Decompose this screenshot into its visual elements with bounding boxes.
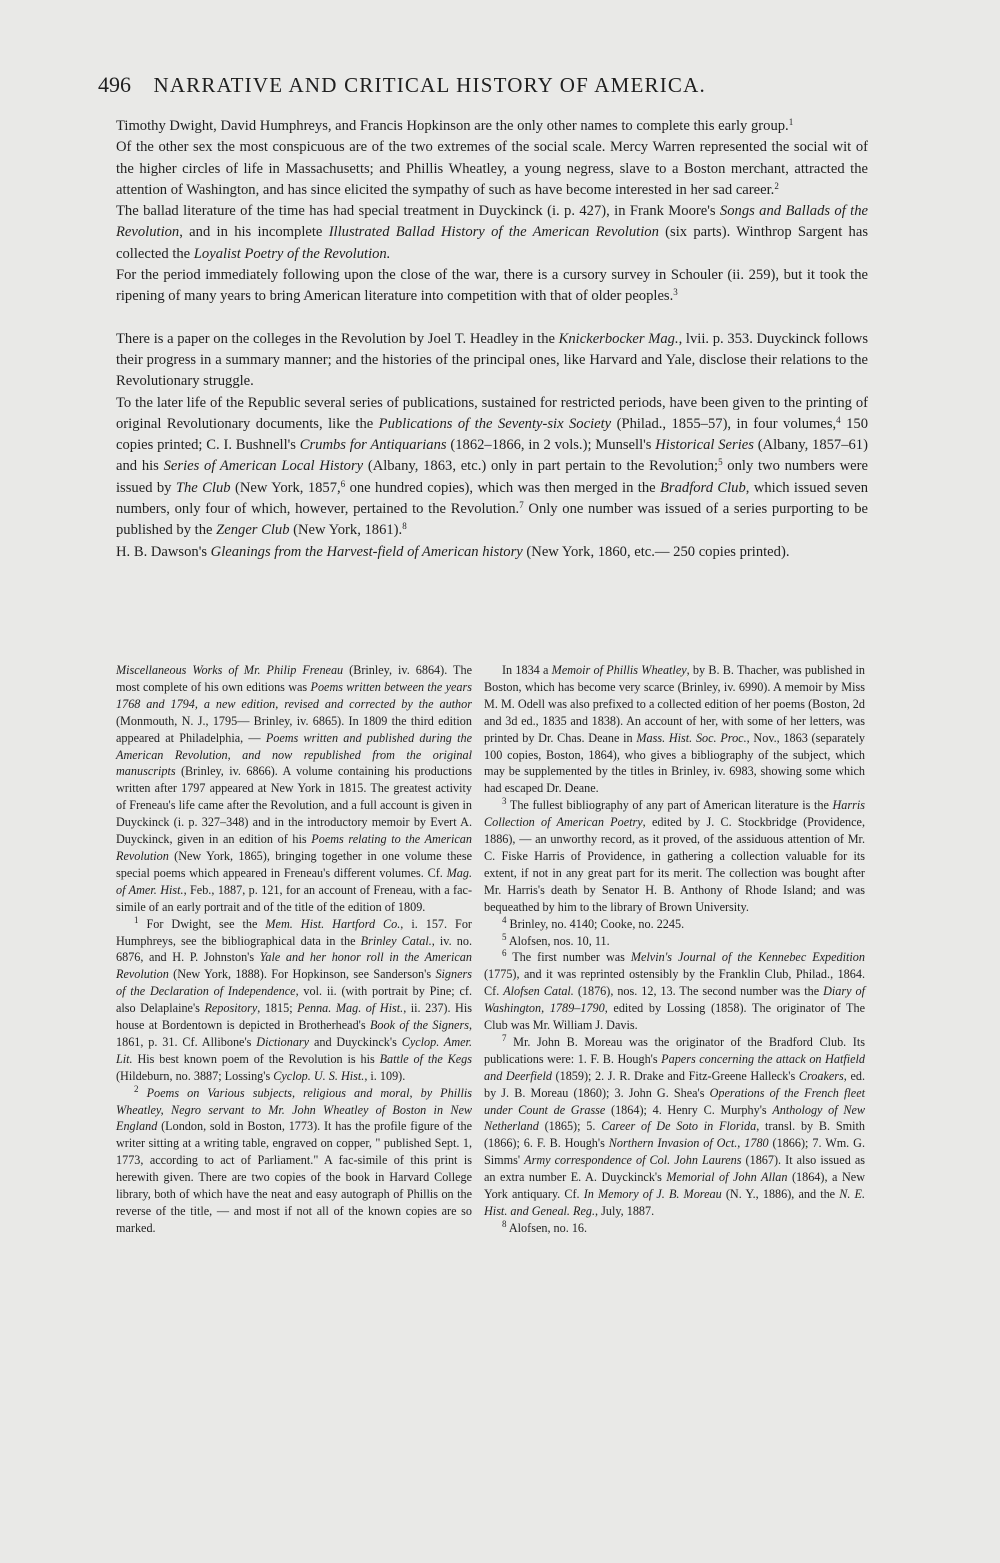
text-run: (1876), nos. 12, 13. The second number was the: [573, 984, 824, 999]
footnote-marker: 2: [774, 180, 779, 191]
footnote-marker: 6: [502, 948, 507, 959]
italic-title: Croakers: [798, 1068, 844, 1083]
text-run: (Brinley, iv. 6864). The most complete of his own editions was: [116, 663, 472, 694]
paragraph-6: [116, 393, 868, 542]
paragraph-5: [116, 329, 868, 393]
footnote-6: [484, 949, 865, 1034]
text-run: The fullest bibliography of any part of American literature is the: [506, 798, 833, 813]
footnote-marker: 7: [519, 500, 524, 511]
italic-title: Mem. Hist. Hartford Co.: [265, 916, 401, 931]
text-run: To the later life of the Republic several series of publications, sustained for restricted periods, have been given to the printing of original Revolutionary documents, like the: [116, 394, 868, 432]
italic-title: Poems relating to the American Revolution: [116, 832, 472, 863]
paragraph-7: [116, 542, 868, 563]
text-run: The first number was: [506, 950, 631, 965]
italic-title: Poems on Various subjects, religious and moral, by Phillis Wheatley, Negro servant to Mr. John Wheatley of Boston in New England: [116, 1085, 472, 1134]
italic-title: Gleanings from the Harvest-field of American history: [210, 543, 523, 560]
text-run: (Brinley, iv. 6866). A volume containing his productions written after 1797 appeared at New York in 1815. The greatest activity of Freneau's life came after the Revolution, and a full account is given in Duyckinck (i. p. 327–348) and in the introductory memoir by Evert A. Duyckinck, given in an edition of his: [116, 764, 472, 847]
text-run: Brinley, no. 4140; Cooke, no. 2245.: [506, 916, 685, 931]
italic-title: Historical Series: [655, 437, 754, 454]
running-header: [98, 72, 888, 98]
text-run: , i. 109).: [364, 1068, 406, 1083]
footnote-2-continuation: [484, 662, 865, 797]
italic-title: Series of American Local History: [163, 458, 364, 475]
italic-title: Memoir of Phillis Wheatley: [551, 663, 687, 677]
text-run: (1775), and it was reprinted ostensibly by the Franklin Club, Philad., 1864. Cf.: [484, 967, 865, 999]
text-run: (1862–1866, in 2 vols.); Munsell's: [446, 437, 656, 454]
main-text: [116, 116, 868, 563]
italic-title: Miscellaneous Works of Mr. Philip Freneau: [116, 663, 344, 677]
footnote-marker: 2: [134, 1083, 139, 1094]
text-run: Timothy Dwight, David Humphreys, and Francis Hopkinson are the only other names to complete this early group.: [116, 118, 789, 134]
text-run: , transl. by B. Smith (1866); 6. F. B. Hough's: [484, 1119, 865, 1151]
text-run: The ballad literature of the time has had special treatment in Duyckinck (i. p. 427), in Frank Moore's: [116, 203, 720, 220]
italic-title: Anthology of New Netherland: [484, 1102, 865, 1134]
text-run: (New York, 1861).: [289, 522, 403, 539]
text-run: (Monmouth, N. J., 1795— Brinley, iv. 6865). In 1809 the third edition appeared at Philadelphia, —: [116, 713, 472, 745]
paragraph-gap: [116, 308, 868, 329]
footnote-marker: 8: [502, 1218, 507, 1229]
text-run: (Albany, 1863, etc.) only in part pertain to the Revolution;: [363, 458, 719, 475]
footnote-marker: 1: [134, 914, 139, 925]
text-run: , lvii. p. 353. Duyckinck follows their progress in a summary manner; and the histories of the principal ones, like Harvard and Yale, disclose their relations to the Revolutionary struggle.: [116, 330, 868, 390]
footnote-marker: 3: [673, 287, 678, 298]
footnote-2: [116, 1085, 472, 1237]
footnote-marker: 7: [502, 1032, 507, 1043]
text-run: (1867). It also issued as an extra number E. A. Duyckinck's: [484, 1153, 865, 1185]
italic-title: N. E. Hist. and Geneal. Reg.: [484, 1187, 866, 1218]
italic-title: Cyclop. Amer. Lit.: [116, 1034, 472, 1066]
italic-title: Crumbs for Antiquarians: [299, 437, 447, 454]
paragraph-4: [116, 265, 868, 308]
footnote-marker: 5: [718, 457, 723, 468]
text-run: [139, 1086, 147, 1100]
italic-title: Signers of the Declaration of Independence: [116, 967, 472, 999]
text-run: Alofsen, nos. 10, 11.: [506, 933, 610, 948]
text-run: For the period immediately following upon the close of the war, there is a cursory survey in Schouler (ii. 259), but it took the ripening of many years to bring American literature into competition with that of older peoples.: [116, 267, 868, 305]
running-title: NARRATIVE AND CRITICAL HISTORY OF AMERICA.: [153, 73, 706, 97]
text-run: (New York, 1857,: [230, 479, 341, 496]
text-run: H. B. Dawson's: [116, 543, 211, 560]
italic-title: Zenger Club: [216, 522, 290, 539]
italic-title: Loyalist Poetry of the Revolution.: [193, 245, 391, 262]
text-run: , 1861, p. 31. Cf. Allibone's: [116, 1018, 472, 1049]
text-run: , edited by Lossing (1858). The originator of The Club was Mr. William J. Davis.: [484, 1001, 865, 1033]
italic-title: Mag. of Amer. Hist.: [116, 865, 472, 897]
text-run: (Albany, 1857–61) and his: [116, 437, 868, 475]
paragraph-2: [116, 137, 868, 201]
text-run: , i. 157. For Humphreys, see the bibliographical data in the: [116, 916, 472, 948]
text-run: (N. Y., 1886), and the: [721, 1187, 840, 1202]
text-run: His best known poem of the Revolution is his: [132, 1051, 380, 1066]
text-run: , iv. no. 6876, and H. P. Johnston's: [116, 933, 472, 965]
italic-title: Papers concerning the attack on Hatfield and Deerfield: [484, 1051, 865, 1083]
text-run: (Hildeburn, no. 3887; Lossing's: [116, 1068, 274, 1083]
text-run: only two numbers were issued by: [116, 458, 868, 496]
italic-title: Battle of the Kegs: [379, 1051, 473, 1066]
italic-title: Songs and Ballads of the Revolution: [116, 203, 868, 241]
italic-title: Publications of the Seventy-six Society: [378, 415, 612, 432]
text-run: (1865); 5.: [538, 1119, 602, 1134]
italic-title: Knickerbocker Mag.: [558, 330, 679, 347]
footnote-marker: 6: [340, 478, 346, 489]
footnote-7: [484, 1034, 865, 1220]
text-run: , ed. by J. B. Moreau (1860); 3. John G. Shea's: [484, 1068, 865, 1100]
italic-title: Operations of the French fleet under Count de Grasse: [484, 1085, 865, 1117]
footnote-marker: 5: [502, 931, 507, 942]
text-run: (1864); 4. Henry C. Murphy's: [605, 1102, 773, 1117]
italic-title: Northern Invasion of Oct., 1780: [608, 1136, 769, 1151]
italic-title: Memorial of John Allan: [666, 1170, 788, 1185]
italic-title: In Memory of J. B. Moreau: [583, 1187, 722, 1202]
text-run: , July, 1887.: [595, 1204, 655, 1218]
paragraph-1: [116, 116, 868, 137]
text-run: , which issued seven numbers, only four of which, however, pertained to the Revolution.: [116, 479, 869, 518]
footnote-marker: 8: [402, 521, 407, 532]
text-run: Alofsen, no. 16.: [506, 1220, 588, 1235]
italic-title: Poems written between the years 1768 and 1794, a new edition, revised and corrected by the author: [116, 679, 473, 711]
text-run: one hundred copies), which was then merged in the: [345, 479, 661, 496]
italic-title: Mass. Hist. Soc. Proc.: [636, 730, 747, 745]
italic-title: Alofsen Catal.: [503, 984, 574, 999]
text-run: (New York, 1888). For Hopkinson, see Sanderson's: [168, 967, 436, 982]
footnote-marker: 3: [502, 796, 507, 807]
text-run: (six parts). Winthrop Sargent has collected the: [116, 224, 868, 262]
text-run: , Nov., 1863 (separately 100 copies, Boston, 1864), who gives a bibliography of the subject, which may be supplemented by the titles in Brinley, iv. 6983, showing some which had escaped Dr. Deane.: [484, 730, 866, 796]
footnotes-left-column: [116, 662, 472, 1237]
text-run: (New York, 1860, etc.— 250 copies printed).: [522, 543, 790, 560]
page-number: 496: [98, 72, 131, 97]
footnote-8: [484, 1220, 865, 1237]
text-run: and Duyckinck's: [309, 1034, 402, 1049]
text-run: , Feb., 1887, p. 121, for an account of Freneau, with a fac-simile of an early portrait and of the title of the edition of 1809.: [116, 882, 472, 914]
footnote-marker: 1: [788, 117, 794, 127]
text-run: Mr. John B. Moreau was the originator of the Bradford Club. Its publications were: 1. F. B. Hough's: [484, 1034, 865, 1066]
text-run: 150 copies printed; C. I. Bushnell's: [116, 415, 869, 454]
text-run: For Dwight, see the: [138, 916, 266, 931]
text-run: , edited by J. C. Stockbridge (Providence, 1886), — an unworthy record, as it proved, of the assiduous attention of Mr. C. Fiske Harris of Providence, in gathering a collection valuable for its extent, if not in any great part for its merit. The collection was bought after Mr. Harris's death by Senator H. B. Anthony of Rhode Island; and was bequeathed by him to the library of Brown University.: [484, 815, 865, 914]
italic-title: Army correspondence of Col. John Laurens: [524, 1153, 742, 1168]
italic-title: Diary of Washington, 1789–1790: [484, 984, 865, 1016]
footnote-continuation: [116, 662, 472, 916]
text-run: , and in his incomplete: [179, 224, 329, 241]
text-run: Of the other sex the most conspicuous are of the two extremes of the social scale. Mercy Warren represented the social wit of the higher circles of life in Massachusetts; and Phillis Wheatley, a young negress, slave to a Boston merchant, attracted the attention of Washington, and has since elicited the sympathy of such as have become interested in her sad career.: [116, 139, 868, 198]
text-run: There is a paper on the colleges in the Revolution by Joel T. Headley in the: [116, 330, 559, 347]
footnote-marker: 4: [502, 914, 507, 925]
text-run: , vol. ii. (with portrait by Pine; cf. also Delaplaine's: [116, 984, 472, 1016]
text-run: (1866); 7. Wm. G. Simms': [484, 1136, 865, 1168]
italic-title: Melvin's Journal of the Kennebec Expedition: [630, 950, 865, 965]
italic-title: Book of the Signers: [369, 1018, 469, 1033]
italic-title: Harris Collection of American Poetry: [484, 798, 865, 830]
text-run: , by B. B. Thacher, was published in Boston, which has become very scarce (Brinley, iv. 6990). A memoir by Miss M. M. Odell was also prefixed to a collected edition of her poems (Boston, 2d and 3d ed., 1835 and 1838). An account of her, with some of her letters, was printed by Dr. Chas. Deane in: [484, 663, 866, 745]
italic-title: Dictionary: [256, 1034, 310, 1049]
text-run: , ii. 237). His house at Bordentown is depicted in Brotherhead's: [116, 1001, 472, 1033]
text-run: (London, sold in Boston, 1773). It has the profile figure of the writer sitting at a writing table, engraved on copper, " published Sept. 1, 1773, according to act of Parliament." A fac-simile of this print is herewith given. There are two copies of the book in Harvard College library, both of which have the neat and easy autograph of Phillis on the reverse of the title, — and most if not all of the known copies are so marked.: [116, 1119, 472, 1235]
italic-title: The Club: [175, 479, 231, 496]
text-run: , 1815;: [257, 1001, 298, 1016]
text-run: (1864), a New York antiquary. Cf.: [484, 1170, 865, 1202]
italic-title: Repository: [204, 1001, 258, 1016]
italic-title: Yale and her honor roll in the American Revolution: [116, 950, 472, 982]
footnote-1: [116, 916, 472, 1085]
footnotes-right-column: [484, 662, 865, 1237]
paragraph-3: [116, 201, 868, 265]
italic-title: Poems written and published during the American Revolution, and now republished from the original manuscripts: [116, 730, 472, 779]
italic-title: Career of De Soto in Florida: [601, 1119, 757, 1134]
footnote-3: [484, 797, 865, 915]
footnote-4: [484, 916, 865, 933]
italic-title: Brinley Catal.: [360, 933, 432, 948]
text-run: In 1834 a: [502, 663, 552, 677]
italic-title: Illustrated Ballad History of the American Revolution: [328, 224, 659, 241]
text-run: Only one number was issued of a series purporting to be published by the: [116, 501, 868, 539]
footnote-marker: 4: [836, 414, 841, 425]
italic-title: Cyclop. U. S. Hist.: [273, 1068, 365, 1083]
text-run: (1859); 2. J. R. Drake and Fitz-Greene Halleck's: [551, 1068, 799, 1083]
italic-title: Bradford Club: [660, 479, 746, 496]
footnote-5: [484, 933, 865, 950]
text-run: (New York, 1865), bringing together in one volume these special poems which appeared in Freneau's different volumes. Cf.: [116, 848, 472, 880]
text-run: (Philad., 1855–57), in four volumes,: [611, 415, 837, 432]
italic-title: Penna. Mag. of Hist.: [297, 1001, 404, 1016]
